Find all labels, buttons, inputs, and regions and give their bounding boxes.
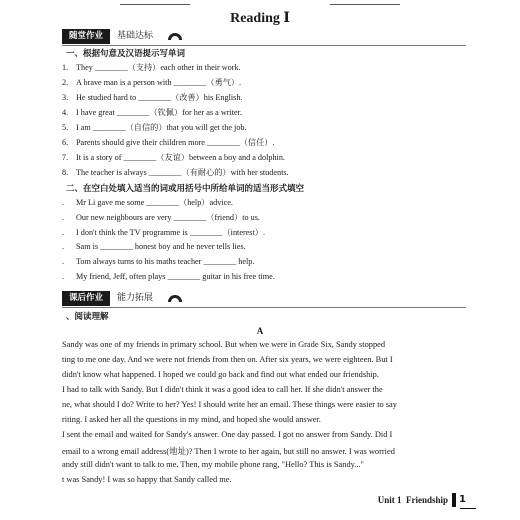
title-rule-right [330, 4, 400, 5]
passage-line: I sent the email and waited for Sandy's answer. One day passed. I got no answer from Sandy. Did I [62, 430, 393, 439]
passage-line: ting to me one day. And we were not friends from then on. After six years, we were eighteen. But I [62, 355, 393, 364]
exercise-item: . Mr Li gave me some ________（help）advice. [62, 198, 233, 207]
exercise-item: 2. A brave man is a person with ________（勇气）. [62, 78, 242, 87]
footer-bar [452, 493, 456, 507]
exercise-item: 8. The teacher is always ________（有耐心的）with her students. [62, 168, 289, 177]
passage-line: Sandy was one of my friends in primary school. But when we were in Grade Six, Sandy stopped [62, 340, 386, 349]
exercise-item: . Our new neighbours are very ________（friend）to us. [62, 213, 260, 222]
passage-line: email to a wrong email address(地址)? Then I wrote to her again, but still no answer. I was worried [62, 447, 395, 456]
homework-badge: 随堂作业 [62, 29, 110, 44]
arc-icon [168, 295, 182, 302]
exercise-item: 6. Parents should give their children more ________（信任）. [62, 138, 275, 147]
section-label: 能力拓展 [117, 293, 154, 303]
passage-line: I had to talk with Sandy. But I didn't think it was a good idea to call her. If she didn't answer the [62, 385, 383, 394]
exercise-item: 5. I am ________（自信的）that you will get the job. [62, 123, 247, 132]
exercise-item: . I don't think the TV programme is ________（interest）. [62, 228, 266, 237]
part-heading: 、阅读理解 [66, 312, 109, 322]
exercise-item: . Sam is ________ honest boy and he never tells lies. [62, 242, 246, 251]
exercise-item: . Tom always turns to his maths teacher ________ help. [62, 257, 255, 266]
exercise-item: 1. They ________（支持）each other in their work. [62, 63, 241, 72]
passage-line: andy still didn't want to talk to me. Then, my mobile phone rang, "Hello? This is Sandy..." [62, 460, 364, 469]
passage-line: didn't know what happened. I hoped we could go back and find out what ended our friendship. [62, 370, 379, 379]
arc-icon [168, 33, 182, 40]
passage-line: ne, what should I do? Write to her? Yes! I should write her an email. These things were easier to say [62, 400, 397, 409]
passage-line: riting. I asked her all the questions in my mind, and hoped she would answer. [62, 415, 321, 424]
passage-line: t was Sandy! I was so happy that Sandy called me. [62, 475, 232, 484]
page-title: Reading Ⅰ [230, 11, 290, 26]
footer-rule [460, 508, 476, 509]
part-heading: 二、在空白处填入适当的词或用括号中所给单词的适当形式填空 [66, 184, 305, 194]
page-number: 1 [459, 494, 466, 505]
exercise-item: 7. It is a story of ________（友谊）between a boy and a dolphin. [62, 153, 285, 162]
passage-title: A [256, 326, 264, 336]
title-rule-left [120, 4, 190, 5]
footer-unit: Unit 1 Friendship [377, 495, 448, 505]
exercise-item: 4. I have great ________（钦佩）for her as a writer. [62, 108, 242, 117]
section-divider [62, 307, 466, 308]
section-label: 基础达标 [117, 31, 154, 41]
part-heading: 一、根据句意及汉语提示写单词 [66, 49, 186, 59]
homework-badge: 课后作业 [62, 291, 110, 306]
exercise-item: 3. He studied hard to ________（改善）his English. [62, 93, 243, 102]
exercise-item: . My friend, Jeff, often plays ________ guitar in his free time. [62, 272, 275, 281]
section-divider [62, 45, 466, 46]
